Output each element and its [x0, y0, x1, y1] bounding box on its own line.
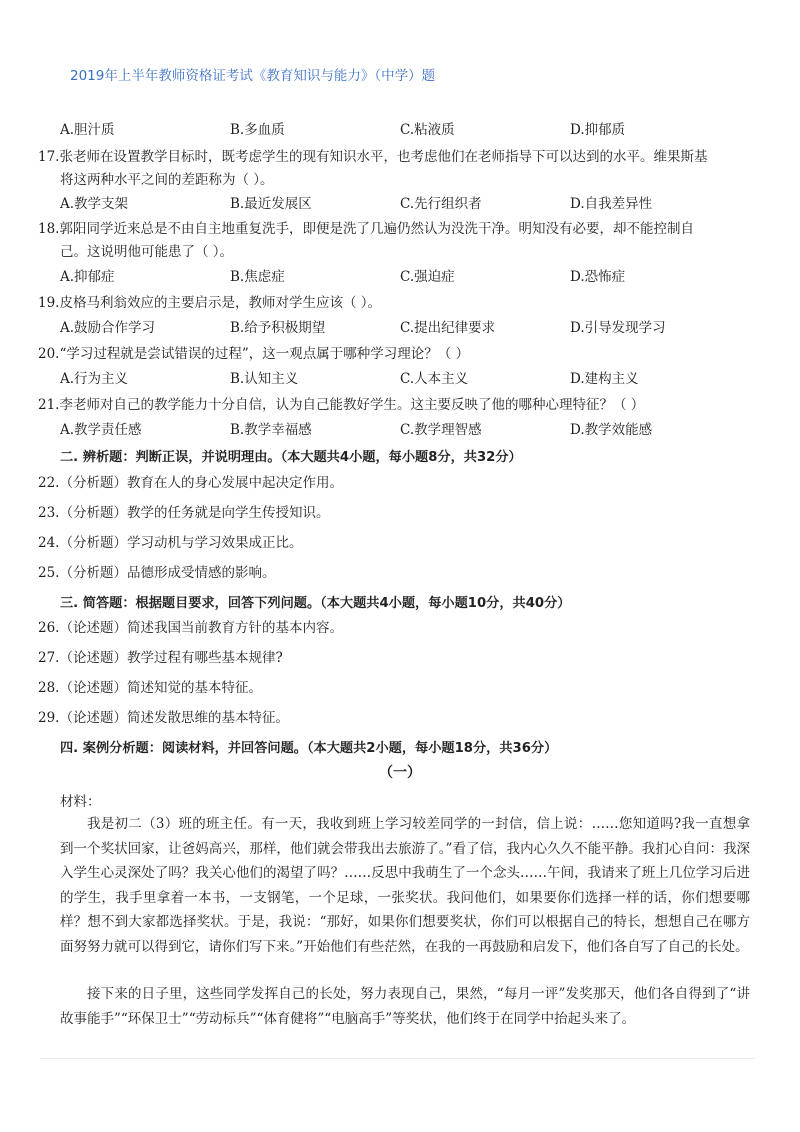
option-a: A.抑郁症 [60, 269, 115, 285]
case-1-title: （一） [379, 765, 421, 781]
section-3-title: 三. 简答题：根据题目要求，回答下列问题。（本大题共4小题，每小题10分，共40分） [60, 596, 571, 611]
section-4-title: 四. 案例分析题：阅读材料，并回答问题。（本大题共2小题，每小题18分，共36分） [60, 741, 558, 756]
q19-options [60, 317, 760, 340]
option-a: A.教学责任感 [60, 422, 142, 438]
question-20: 20.“学习过程就是尝试错误的过程”，这一观点属于哪种学习理论？（ ） [38, 346, 470, 362]
q21-options [60, 419, 760, 442]
question-17-line-2: 将这两种水平之间的差距称为（ ）。 [60, 172, 274, 188]
question-17-line-1: 17.张老师在设置教学目标时，既考虑学生的现有知识水平，也考虑他们在老师指导下可以达到的水平。维果斯基 [38, 149, 708, 165]
option-d: D.恐怖症 [570, 269, 626, 285]
question-26: 26.（论述题）简述我国当前教育方针的基本内容。 [38, 620, 343, 636]
question-28: 28.（论述题）简述知觉的基本特征。 [38, 680, 262, 696]
option-b: B.认知主义 [230, 371, 299, 387]
material-paragraph-1: 我是初二（3）班的班主任。有一天，我收到班上学习较差同学的一封信，信上说：……您知道吗?我一直想拿到一个奖状回家，让爸妈高兴，那样，他们就会带我出去旅游了。”看了信，我内心久久不能平静。我扪心自问：我深入学生心灵深处了吗？我关心他们的渴望了吗？……反思中我萌生了一个念头……午间，我请来了班上几位学习后进的学生，我手里拿着一本书，一支钢笔，一个足球，一张奖状。我问他们，如果要你们选择一样的话，你们想要哪样？想不到大家都选择奖状。于是，我说：“那好，如果你们想要奖状，你们可以根据自己的特长，想想自己在哪方面努努力就可以得到它，请你们写下来。”开始他们有些茫然，在我的一再鼓励和启发下，他们各自写了自己的长处。 [60, 816, 750, 955]
section-2-title: 二. 辨析题：判断正误，并说明理由。（本大题共4小题，每小题8分，共32分） [60, 450, 522, 465]
question-24: 24.（分析题）学习动机与学习效果成正比。 [38, 535, 303, 551]
option-c: C.人本主义 [400, 371, 469, 387]
option-d: D.抑郁质 [570, 122, 626, 138]
option-d: D.自我差异性 [570, 196, 653, 212]
option-a: A.教学支架 [60, 196, 129, 212]
page-bottom-divider [40, 1058, 755, 1059]
option-d: D.建构主义 [570, 371, 639, 387]
material-paragraph-2: 接下来的日子里，这些同学发挥自己的长处，努力表现自己，果然，“每月一评”发奖那天，他们各自得到了“讲故事能手”“环保卫士”“劳动标兵”“体育健将”“电脑高手”等奖状，他们终于在同学中抬起头来了。 [60, 986, 750, 1027]
question-21: 21.李老师对自己的教学能力十分自信，认为自己能教好学生。这主要反映了他的哪种心理特征？（ ） [38, 397, 645, 413]
option-a: A.行为主义 [60, 371, 129, 387]
option-d: D.引导发现学习 [570, 320, 666, 336]
option-c: C.教学理智感 [400, 422, 482, 438]
option-b: B.最近发展区 [230, 196, 312, 212]
material-label: 材料： [60, 794, 101, 810]
question-18-line-2: 己。这说明他可能患了（ ）。 [60, 244, 234, 260]
option-b: B.给予积极期望 [230, 320, 326, 336]
question-22: 22.（分析题）教育在人的身心发展中起决定作用。 [38, 475, 343, 491]
q17-options [60, 193, 760, 216]
option-c: C.粘液质 [400, 122, 455, 138]
option-a: A.鼓励合作学习 [60, 320, 156, 336]
question-27: 27.（论述题）教学过程有哪些基本规律? [38, 650, 283, 666]
exam-header-title: 2019年上半年教师资格证考试《教育知识与能力》（中学）题 [70, 68, 436, 84]
question-23: 23.（分析题）教学的任务就是向学生传授知识。 [38, 505, 330, 521]
option-c: C.强迫症 [400, 269, 455, 285]
question-18-line-1: 18.郭阳同学近来总是不由自主地重复洗手，即便是洗了几遍仍然认为没洗干净。明知没有必要，却不能控制自 [38, 221, 694, 237]
option-b: B.多血质 [230, 122, 285, 138]
option-a: A.胆汁质 [60, 122, 115, 138]
option-b: B.教学幸福感 [230, 422, 312, 438]
q16-options [60, 119, 760, 142]
question-25: 25.（分析题）品德形成受情感的影响。 [38, 565, 276, 581]
option-d: D.教学效能感 [570, 422, 653, 438]
option-c: C.提出纪律要求 [400, 320, 496, 336]
q20-options [60, 368, 760, 391]
question-29: 29.（论述题）简述发散思维的基本特征。 [38, 710, 289, 726]
option-b: B.焦虑症 [230, 269, 285, 285]
q18-options [60, 266, 760, 289]
option-c: C.先行组织者 [400, 196, 482, 212]
question-19: 19.皮格马利翁效应的主要启示是，教师对学生应该（ ）。 [38, 295, 382, 311]
